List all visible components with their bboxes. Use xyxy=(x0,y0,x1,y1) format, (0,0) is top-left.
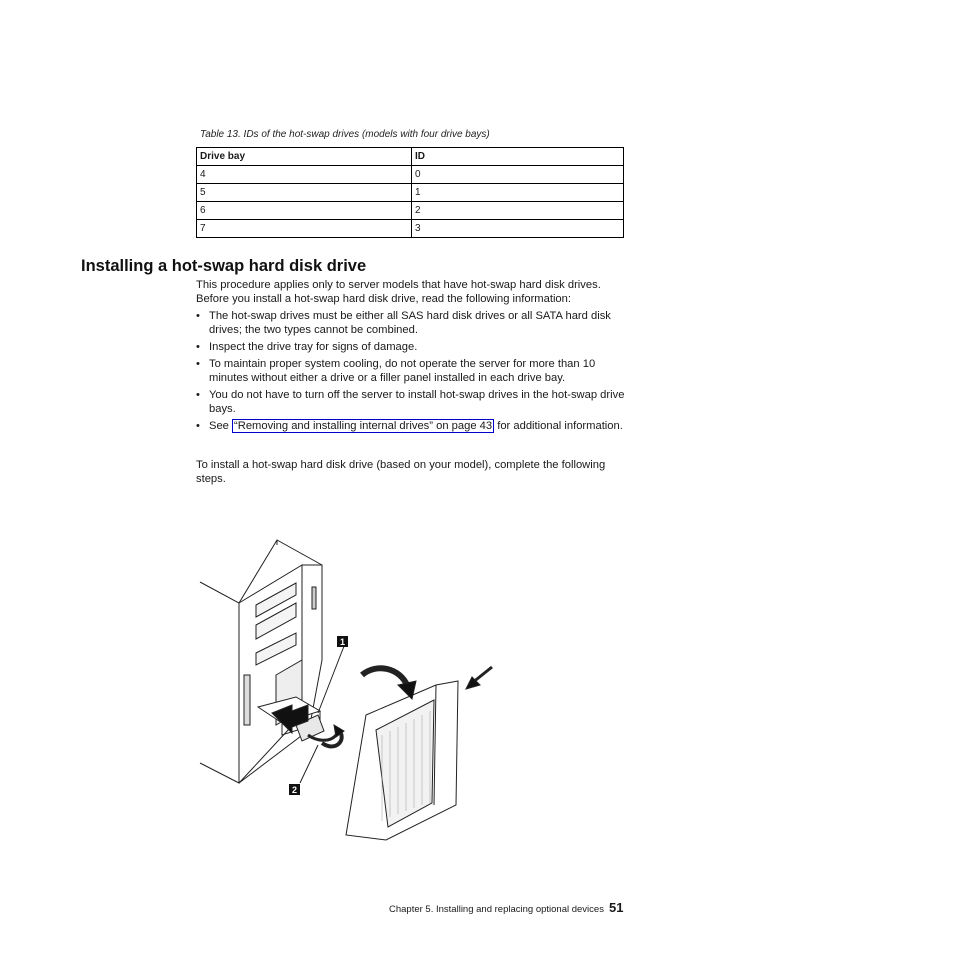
page-number: 51 xyxy=(609,900,624,915)
id-cell: 0 xyxy=(412,166,624,184)
drive-bay-cell: 4 xyxy=(197,166,412,184)
bullet-icon: • xyxy=(196,420,200,432)
drive-bay-cell: 5 xyxy=(197,184,412,202)
table-row xyxy=(197,220,624,238)
bullet-icon: • xyxy=(196,389,200,401)
list-item xyxy=(196,419,626,433)
drive-bay-cell: 6 xyxy=(197,202,412,220)
see-suffix: for additional information. xyxy=(494,420,623,432)
list-item-text: You do not have to turn off the server to install hot-swap drives in the hot-swap drive bays. xyxy=(209,389,625,415)
column-header-id: ID xyxy=(412,148,624,166)
list-item xyxy=(196,357,626,385)
drive-id-table xyxy=(196,147,624,238)
column-header-drive-bay: Drive bay xyxy=(197,148,412,166)
section-heading: Installing a hot-swap hard disk drive xyxy=(81,257,367,275)
table-caption: Table 13. IDs of the hot-swap drives (models with four drive bays) xyxy=(200,129,490,140)
bullet-icon: • xyxy=(196,358,200,370)
table-row xyxy=(197,202,624,220)
list-item-text: The hot-swap drives must be either all SAS hard disk drives or all SATA hard disk drives; the two types cannot be combined. xyxy=(209,310,611,336)
id-cell: 2 xyxy=(412,202,624,220)
installation-figure xyxy=(196,535,496,860)
list-item xyxy=(196,340,626,354)
table-row xyxy=(197,184,624,202)
steps-intro: To install a hot-swap hard disk drive (based on your model), complete the following steps. xyxy=(196,459,606,485)
server-drive-illustration xyxy=(196,535,496,855)
cross-reference-link[interactable]: “Removing and installing internal drives” on page 43 xyxy=(234,420,493,432)
list-item-text: Inspect the drive tray for signs of damage. xyxy=(209,341,418,353)
list-item xyxy=(196,388,626,416)
callout-label-1: 1 xyxy=(339,637,346,647)
table-header-row xyxy=(197,148,624,166)
list-item xyxy=(196,309,626,337)
id-cell: 1 xyxy=(412,184,624,202)
list-item-text: To maintain proper system cooling, do not operate the server for more than 10 minutes without either a drive or a filler panel installed in each drive bay. xyxy=(209,358,596,384)
drive-bay-cell: 7 xyxy=(197,220,412,238)
bullet-icon: • xyxy=(196,341,200,353)
id-cell: 3 xyxy=(412,220,624,238)
bullet-icon: • xyxy=(196,310,200,322)
footer-chapter: Chapter 5. Installing and replacing optional devices xyxy=(389,904,604,915)
table-row xyxy=(197,166,624,184)
callout-label-2: 2 xyxy=(291,785,298,795)
prerequisite-list xyxy=(196,309,626,436)
intro-paragraph: This procedure applies only to server models that have hot-swap hard disk drives. Before you install a hot-swap hard disk drive, read the following information: xyxy=(196,279,601,305)
see-prefix: See xyxy=(209,420,233,432)
